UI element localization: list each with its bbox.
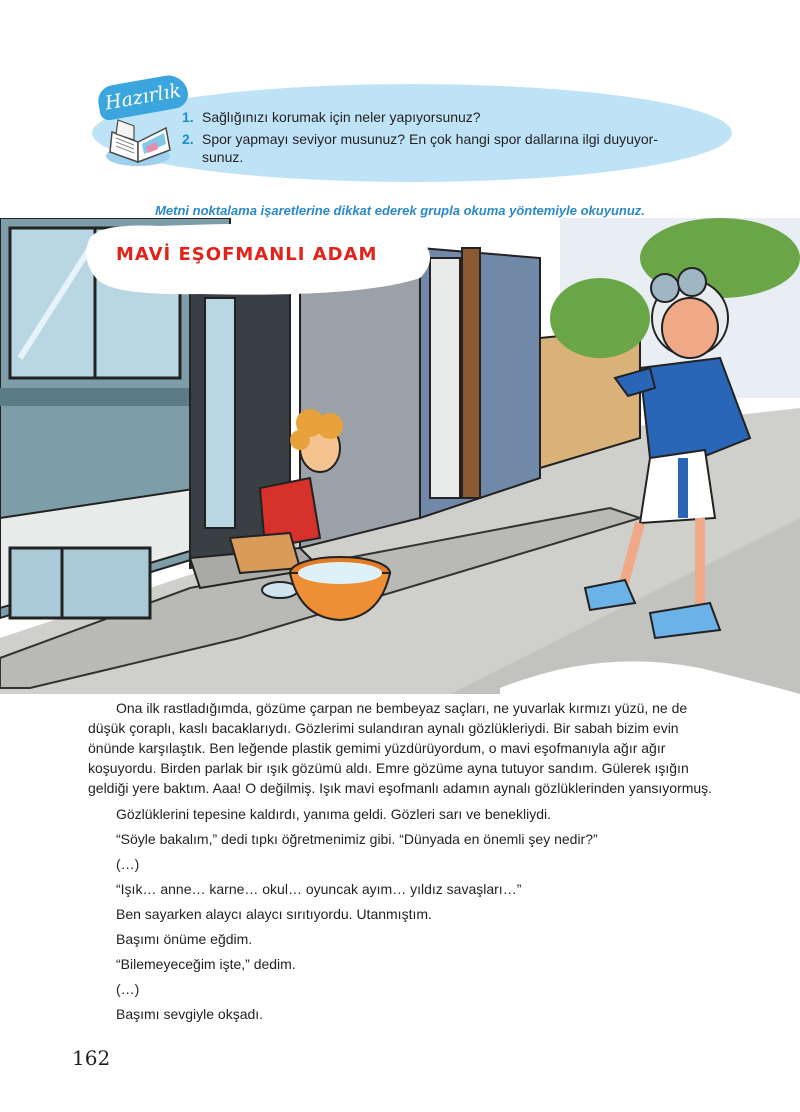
story-line: “Bilemeyeceğim işte,” dedim.	[116, 956, 296, 972]
preparation-title: Hazırlık	[96, 72, 191, 121]
question-item	[182, 108, 702, 126]
story-illustration	[0, 218, 800, 694]
story-line: “Söyle bakalım,” dedi tıpkı öğretmenimiz gibi. “Dünyada en önemli şey nedir?”	[116, 831, 598, 847]
story-line: “Işık… anne… karne… okul… oyuncak ayım… yıldız savaşları…”	[116, 881, 522, 897]
question-text: Spor yapmayı seviyor musunuz? En çok hangi spor dallarına ilgi duyuyor- sunuz.	[202, 131, 659, 165]
question-item	[182, 130, 702, 166]
question-number: 1.	[182, 109, 194, 125]
story-line: Başımı sevgiyle okşadı.	[116, 1006, 264, 1022]
story-paragraph: Ona ilk rastladığımda, gözüme çarpan ne bembeyaz saçları, ne yuvarlak kırmızı yüzü, ne de düşük çoraplı, kaslı bacaklarıydı. Gözlerimi sulandıran aynalı gözlükleriydi. Bir sabah bizim evin önünde karşılaştık. Ben leğende plastik gemimi yüzdürüyordum, o mavi eşofmanıyla ağır ağır koşuyordu. Birden parlak bir ışık gözümü aldı. Emre gözüme ayna tutuyor sandım. Gülerek ışığın geldiği yere baktım. Aaa! O değilmiş. Işık mavi eşofmanlı adamın aynalı gözlüklerinden yansıyormuş.	[88, 700, 713, 796]
page-number: 162	[72, 1046, 111, 1070]
story-line: (…)	[116, 981, 140, 997]
story-title: MAVİ EŞOFMANLI ADAM	[116, 244, 378, 265]
open-book-icon	[104, 112, 178, 170]
story-line: (…)	[116, 856, 140, 872]
question-text: Sağlığınızı korumak için neler yapıyorsunuz?	[202, 109, 481, 125]
reading-instruction: Metni noktalama işaretlerine dikkat ederek grupla okuma yöntemiyle okuyunuz.	[155, 203, 645, 218]
story-line: Ben sayarken alaycı alaycı sırıtıyordu. Utanmıştım.	[116, 906, 432, 922]
story-line: Başımı önüme eğdim.	[116, 931, 253, 947]
story-text	[88, 698, 714, 1024]
preparation-questions	[182, 108, 702, 170]
story-line: Gözlüklerini tepesine kaldırdı, yanıma geldi. Gözleri sarı ve benekliydi.	[116, 806, 551, 822]
question-number: 2.	[182, 131, 194, 147]
